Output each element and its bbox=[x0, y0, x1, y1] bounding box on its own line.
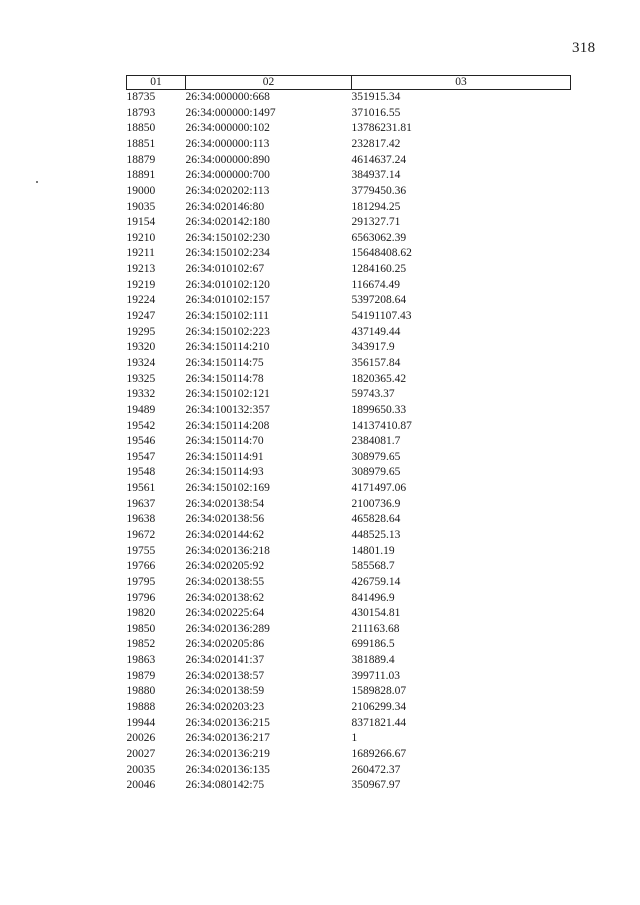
row-number-cell: 18879 bbox=[126, 153, 156, 166]
row-number-cell: 19224 bbox=[126, 294, 156, 307]
value-cell: 381889.4 bbox=[351, 654, 395, 667]
row-number-cell: 19332 bbox=[126, 388, 156, 401]
row-number-cell: 19324 bbox=[126, 356, 156, 369]
cadastral-number-cell: 26:34:150114:78 bbox=[185, 372, 264, 385]
column-header-03: 03 bbox=[352, 76, 571, 90]
table-row bbox=[127, 778, 571, 794]
table-row bbox=[127, 278, 571, 294]
value-cell: 14137410.87 bbox=[351, 419, 412, 432]
value-cell: 8371821.44 bbox=[351, 716, 407, 729]
table-row bbox=[127, 763, 571, 779]
table-row bbox=[127, 90, 571, 106]
header-row bbox=[127, 76, 571, 90]
row-number-cell: 19863 bbox=[126, 654, 156, 667]
value-cell: 291327.71 bbox=[351, 216, 401, 229]
cadastral-number-cell: 26:34:150114:210 bbox=[185, 341, 270, 354]
cadastral-number-cell: 26:34:150102:234 bbox=[185, 247, 270, 260]
row-number-cell: 20026 bbox=[126, 732, 156, 745]
value-cell: 14801.19 bbox=[351, 544, 395, 557]
cadastral-number-cell: 26:34:020202:113 bbox=[185, 184, 270, 197]
row-number-cell: 19888 bbox=[126, 701, 156, 714]
value-cell: 356157.84 bbox=[351, 356, 401, 369]
cadastral-number-cell: 26:34:020136:219 bbox=[185, 747, 270, 760]
cadastral-number-cell: 26:34:010102:120 bbox=[185, 278, 270, 291]
table-row bbox=[127, 199, 571, 215]
value-cell: 308979.65 bbox=[351, 450, 401, 463]
table-row bbox=[127, 106, 571, 122]
table-row bbox=[127, 434, 571, 450]
table-row bbox=[127, 465, 571, 481]
cadastral-number-cell: 26:34:020146:80 bbox=[185, 200, 265, 213]
row-number-cell: 20027 bbox=[126, 747, 156, 760]
cadastral-number-cell: 26:34:020136:289 bbox=[185, 622, 270, 635]
value-cell: 5397208.64 bbox=[351, 294, 407, 307]
row-number-cell: 19211 bbox=[126, 247, 155, 260]
table-row bbox=[127, 544, 571, 560]
row-number-cell: 19213 bbox=[126, 263, 156, 276]
row-number-cell: 19852 bbox=[126, 638, 156, 651]
row-number-cell: 19637 bbox=[126, 497, 156, 510]
value-cell: 343917.9 bbox=[351, 341, 395, 354]
cadastral-number-cell: 26:34:150114:93 bbox=[185, 466, 264, 479]
value-cell: 13786231.81 bbox=[351, 122, 412, 135]
row-number-cell: 19879 bbox=[126, 669, 156, 682]
table-row bbox=[127, 403, 571, 419]
value-cell: 15648408.62 bbox=[351, 247, 412, 260]
cadastral-number-cell: 26:34:000000:113 bbox=[185, 137, 270, 150]
row-number-cell: 19154 bbox=[126, 216, 156, 229]
table-row bbox=[127, 637, 571, 653]
page-number: 318 bbox=[572, 40, 596, 56]
table-row bbox=[127, 121, 571, 137]
cadastral-number-cell: 26:34:000000:102 bbox=[185, 122, 270, 135]
table-row bbox=[127, 528, 571, 544]
value-cell: 181294.25 bbox=[351, 200, 401, 213]
row-number-cell: 19795 bbox=[126, 575, 156, 588]
table-row bbox=[127, 669, 571, 685]
value-cell: 54191107.43 bbox=[351, 310, 412, 323]
table-body bbox=[127, 90, 571, 794]
value-cell: 841496.9 bbox=[351, 591, 395, 604]
table-row bbox=[127, 606, 571, 622]
cadastral-number-cell: 26:34:010102:157 bbox=[185, 294, 270, 307]
table-row bbox=[127, 481, 571, 497]
row-number-cell: 18891 bbox=[126, 169, 156, 182]
value-cell: 4171497.06 bbox=[351, 482, 407, 495]
cadastral-number-cell: 26:34:020142:180 bbox=[185, 216, 270, 229]
table-row bbox=[127, 700, 571, 716]
value-cell: 351915.34 bbox=[351, 91, 401, 104]
cadastral-number-cell: 26:34:020138:54 bbox=[185, 497, 265, 510]
table-row bbox=[127, 622, 571, 638]
cadastral-number-cell: 26:34:150114:91 bbox=[185, 450, 264, 463]
value-cell: 260472.37 bbox=[351, 763, 401, 776]
cadastral-number-cell: 26:34:010102:67 bbox=[185, 263, 265, 276]
value-cell: 2100736.9 bbox=[351, 497, 401, 510]
row-number-cell: 19880 bbox=[126, 685, 156, 698]
row-number-cell: 19219 bbox=[126, 278, 156, 291]
value-cell: 3779450.36 bbox=[351, 184, 407, 197]
value-cell: 426759.14 bbox=[351, 575, 401, 588]
cadastral-number-cell: 26:34:150114:208 bbox=[185, 419, 270, 432]
row-number-cell: 19320 bbox=[126, 341, 156, 354]
row-number-cell: 19295 bbox=[126, 325, 156, 338]
table-row bbox=[127, 512, 571, 528]
value-cell: 232817.42 bbox=[351, 137, 401, 150]
table-row bbox=[127, 747, 571, 763]
column-header-01: 01 bbox=[127, 76, 186, 90]
value-cell: 350967.97 bbox=[351, 779, 401, 792]
row-number-cell: 19247 bbox=[126, 310, 156, 323]
cadastral-number-cell: 26:34:150102:169 bbox=[185, 482, 270, 495]
table-row bbox=[127, 653, 571, 669]
table-row bbox=[127, 262, 571, 278]
cadastral-number-cell: 26:34:150102:111 bbox=[185, 310, 269, 323]
cadastral-number-cell: 26:34:020138:56 bbox=[185, 513, 265, 526]
table-row bbox=[127, 591, 571, 607]
value-cell: 399711.03 bbox=[351, 669, 400, 682]
value-cell: 465828.64 bbox=[351, 513, 401, 526]
table-row bbox=[127, 231, 571, 247]
cadastral-number-cell: 26:34:020205:86 bbox=[185, 638, 265, 651]
table-row bbox=[127, 387, 571, 403]
table-row bbox=[127, 450, 571, 466]
cadastral-number-cell: 26:34:020136:217 bbox=[185, 732, 270, 745]
table-row bbox=[127, 575, 571, 591]
cadastral-number-cell: 26:34:000000:890 bbox=[185, 153, 270, 166]
value-cell: 2106299.34 bbox=[351, 701, 407, 714]
cadastral-number-cell: 26:34:020138:62 bbox=[185, 591, 265, 604]
value-cell: 585568.7 bbox=[351, 560, 395, 573]
row-number-cell: 19035 bbox=[126, 200, 156, 213]
row-number-cell: 19489 bbox=[126, 403, 156, 416]
cadastral-number-cell: 26:34:020138:57 bbox=[185, 669, 265, 682]
value-cell: 448525.13 bbox=[351, 529, 401, 541]
cadastral-number-cell: 26:34:000000:700 bbox=[185, 169, 270, 182]
row-number-cell: 19944 bbox=[126, 716, 156, 729]
row-number-cell: 18851 bbox=[126, 137, 156, 150]
cadastral-number-cell: 26:34:020141:37 bbox=[185, 654, 265, 667]
row-number-cell: 19766 bbox=[126, 560, 156, 573]
cadastral-number-cell: 26:34:080142:75 bbox=[185, 779, 265, 792]
table-row bbox=[127, 731, 571, 747]
table-row bbox=[127, 356, 571, 372]
table-row bbox=[127, 716, 571, 732]
row-number-cell: 19820 bbox=[126, 607, 156, 620]
row-number-cell: 19561 bbox=[126, 482, 156, 495]
row-number-cell: 19796 bbox=[126, 591, 156, 604]
row-number-cell: 19850 bbox=[126, 622, 156, 635]
row-number-cell: 19000 bbox=[126, 184, 156, 197]
cadastral-number-cell: 26:34:100132:357 bbox=[185, 403, 270, 416]
value-cell: 1589828.07 bbox=[351, 685, 407, 698]
cadastral-number-cell: 26:34:020138:55 bbox=[185, 575, 265, 588]
table-row bbox=[127, 153, 571, 169]
table-row bbox=[127, 168, 571, 184]
cadastral-number-cell: 26:34:020225:64 bbox=[185, 607, 265, 620]
table-row bbox=[127, 497, 571, 513]
value-cell: 211163.68 bbox=[351, 622, 400, 635]
cadastral-number-cell: 26:34:020136:215 bbox=[185, 716, 270, 729]
value-cell: 2384081.7 bbox=[351, 435, 401, 448]
cadastral-number-cell: 26:34:020205:92 bbox=[185, 560, 265, 573]
value-cell: 1899650.33 bbox=[351, 403, 407, 416]
row-number-cell: 19325 bbox=[126, 372, 156, 385]
table-row bbox=[127, 418, 571, 434]
value-cell: 384937.14 bbox=[351, 169, 401, 182]
row-number-cell: 19638 bbox=[126, 513, 156, 526]
row-number-cell: 20035 bbox=[126, 763, 156, 776]
row-number-cell: 19755 bbox=[126, 544, 156, 557]
cadastral-number-cell: 26:34:020136:218 bbox=[185, 544, 270, 557]
row-number-cell: 19547 bbox=[126, 450, 156, 463]
column-header-02: 02 bbox=[186, 76, 352, 90]
table-row bbox=[127, 309, 571, 325]
cadastral-number-cell: 26:34:000000:668 bbox=[185, 91, 270, 104]
row-number-cell: 19542 bbox=[126, 419, 156, 432]
value-cell: 699186.5 bbox=[351, 638, 395, 651]
row-number-cell: 19672 bbox=[126, 529, 156, 541]
cadastral-number-cell: 26:34:020138:59 bbox=[185, 685, 265, 698]
table-row bbox=[127, 372, 571, 388]
value-cell: 1284160.25 bbox=[351, 263, 407, 276]
row-number-cell: 19548 bbox=[126, 466, 156, 479]
value-cell: 59743.37 bbox=[351, 388, 395, 401]
table-row bbox=[127, 293, 571, 309]
value-cell: 1 bbox=[351, 732, 358, 745]
value-cell: 1820365.42 bbox=[351, 372, 407, 385]
value-cell: 371016.55 bbox=[351, 106, 401, 119]
cadastral-number-cell: 26:34:020144:62 bbox=[185, 529, 265, 541]
scan-speck bbox=[36, 181, 38, 183]
table-row bbox=[127, 684, 571, 700]
cadastral-number-cell: 26:34:020136:135 bbox=[185, 763, 270, 776]
table-row bbox=[127, 325, 571, 341]
cadastral-number-cell: 26:34:150102:121 bbox=[185, 388, 270, 401]
cadastral-number-cell: 26:34:020203:23 bbox=[185, 701, 265, 714]
cadastral-number-cell: 26:34:150102:230 bbox=[185, 231, 270, 244]
table-row bbox=[127, 137, 571, 153]
table-row bbox=[127, 184, 571, 200]
row-number-cell: 19546 bbox=[126, 435, 156, 448]
value-cell: 308979.65 bbox=[351, 466, 401, 479]
table-row bbox=[127, 246, 571, 262]
cadastral-number-cell: 26:34:150102:223 bbox=[185, 325, 270, 338]
value-cell: 437149.44 bbox=[351, 325, 401, 338]
cadastral-number-cell: 26:34:000000:1497 bbox=[185, 106, 276, 119]
row-number-cell: 18850 bbox=[126, 122, 156, 135]
table-header bbox=[127, 76, 571, 90]
table-row bbox=[127, 559, 571, 575]
cadastral-number-cell: 26:34:150114:70 bbox=[185, 435, 264, 448]
value-cell: 116674.49 bbox=[351, 278, 400, 291]
value-cell: 430154.81 bbox=[351, 607, 401, 620]
row-number-cell: 18735 bbox=[126, 91, 156, 104]
value-cell: 6563062.39 bbox=[351, 231, 407, 244]
row-number-cell: 20046 bbox=[126, 779, 156, 792]
cadastral-value-table bbox=[126, 75, 571, 794]
table-row bbox=[127, 340, 571, 356]
table-row bbox=[127, 215, 571, 231]
value-cell: 4614637.24 bbox=[351, 153, 407, 166]
value-cell: 1689266.67 bbox=[351, 747, 407, 760]
row-number-cell: 19210 bbox=[126, 231, 156, 244]
row-number-cell: 18793 bbox=[126, 106, 156, 119]
cadastral-number-cell: 26:34:150114:75 bbox=[185, 356, 264, 369]
